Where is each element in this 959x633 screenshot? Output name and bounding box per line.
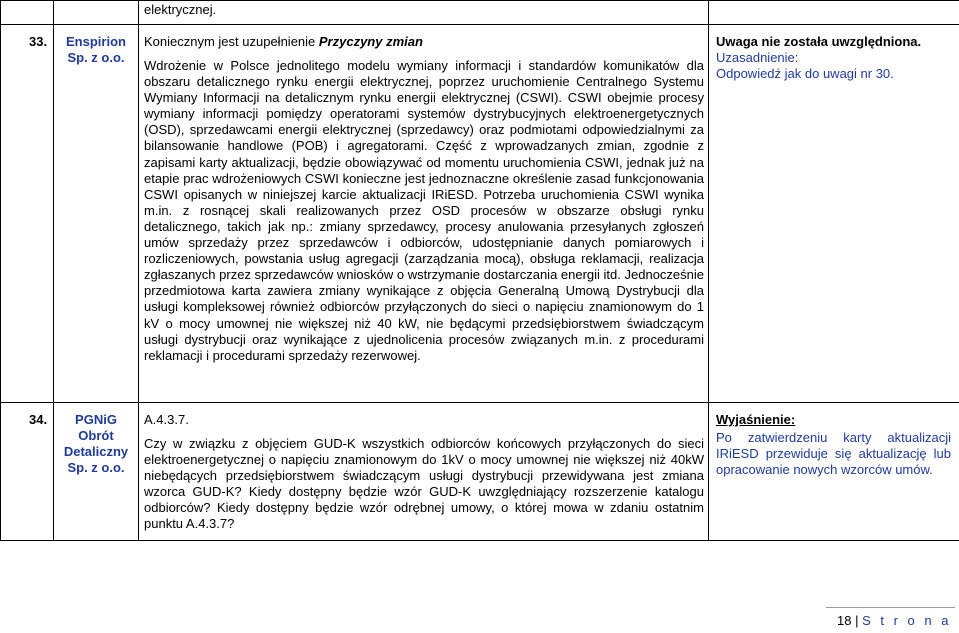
author-line: Sp. z o.o.: [67, 460, 125, 475]
response-cell: [709, 403, 959, 541]
author-line: Detaliczny: [63, 444, 129, 459]
page-label: S t r o n a: [862, 613, 952, 628]
footer-separator: |: [851, 613, 863, 628]
page-footer: [837, 613, 951, 628]
author-cell: [54, 403, 139, 541]
response-text: Odpowiedź jak do uwagi nr 30.: [716, 66, 894, 81]
table-row: [1, 25, 959, 403]
author-line: PGNiG: [75, 412, 117, 427]
comment-body: Wdrożenie w Polsce jednolitego modelu wymiany informacji i standardów komunikatów dla obszaru detalicznego rynku energii elektrycznej, poprzez uruchomienie Centralnego Systemu Wymiany Informacji na detalicznym rynku energii elektrycznej (CSWI). CSWI obejmie procesy wymiany informacji pomiędzy operatorami systemów dystrybucyjnych elektroenergetycznych (OSD), sprzedawcami energii elektrycznej (sprzedawcy) oraz podmiotami odpowiedzialnymi za bilansowanie handlowe (POB) i agregatorami. Część z wprowadzanych zmian, zgodnie z zapisami karty aktualizacji, będzie obowiązywać od momentu uruchomienia CSWI, jednak już na etapie prac wdrożeniowych CSWI konieczne jest jednoznaczne określenie zasad funkcjonowania CSWI opisanych w niniejszej karcie aktualizacji IRiESD. Potrzeba uruchomienia CSWI wynika m.in. z rosnącej skali realizowanych przez OSD procesów w obszarze obsługi rynku detalicznego, takich jak np.: zmiany sprzedawcy, procesy anulowania przesyłanych zgłoszeń umów sprzedaży przez sprzedawców i odbiorców, udostępnianie danych pomiarowych i rozliczeniowych, powstania usług agregacji (zarządzania mocą), obsługa reklamacji, realizacja zgłaszanych przez sprzedawców wniosków o wstrzymanie dostarczania energii itd. Jednocześnie przedmiotowa karta zawiera zmiany wynikające z objęcia Generalną Umową Dystrybucji dla usługi kompleksowej również odbiorców przyłączonych do sieci o napięciu znamionowym do 1 kV o mocy umownej nie większej niż 40 kW, nie będącymi przedsiębiorstwem świadczącym usługi dystrybucji oraz wynikające z ujednolicenia procesów związanych m.in. z procedurami reklamacji i procedurami sprzedaży rezerwowej.: [144, 58, 704, 363]
response-title: Uwaga nie została uwzględniona.: [716, 34, 922, 49]
row-number: 33.: [29, 34, 48, 49]
comment-title-emphasis: Przyczyny zmian: [318, 34, 423, 49]
continuation-row: [1, 1, 959, 25]
response-label: Uzasadnienie:: [716, 50, 799, 65]
page-number: 18: [837, 613, 852, 628]
footer-divider: [826, 607, 955, 608]
comment-title: Koniecznym jest uzupełnienie Przyczyny zmian: [144, 34, 423, 49]
continuation-text: elektrycznej.: [144, 2, 217, 17]
author-line: Obrót: [78, 428, 114, 443]
author-cell: [54, 25, 139, 403]
response-text: Po zatwierdzeniu karty aktualizacji IRiESD przewiduje się aktualizację lub opracowanie nowych wzorców umów.: [716, 430, 951, 478]
row-number: 34.: [29, 412, 48, 427]
response-cell: [709, 25, 959, 403]
table-row: [1, 403, 959, 541]
author-line: Enspirion: [66, 34, 126, 49]
author-line: Sp. z o.o.: [67, 50, 125, 65]
comment-reference: A.4.3.7.: [144, 412, 189, 427]
response-label: Wyjaśnienie:: [716, 412, 796, 427]
comment-body: Czy w związku z objęciem GUD-K wszystkich odbiorców końcowych przyłączonych do sieci elektroenergetycznej o napięciu znamionowym do 1kV o mocy umownej nie większej niż 40kW niebędących przedsiębiorstwem świadczącym usługi dystrybucji przewidywana jest zmiana wzorca GUD-K? Kiedy dostępny będzie wzór GUD-K uwzględniający rozszerzenie katalogu odbiorców? Kiedy dostępny będzie wzór odrębnej umowy, o której mowa w zdaniu ostatnim punktu A.4.3.7?: [144, 436, 704, 532]
